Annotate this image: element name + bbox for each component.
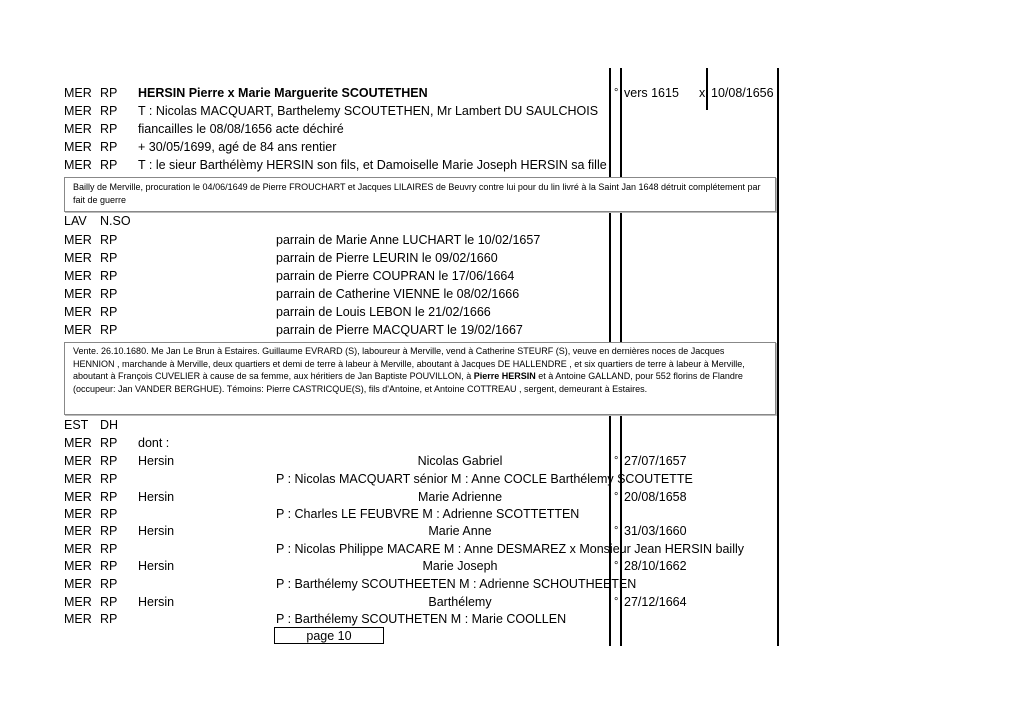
parish-code: MER xyxy=(64,104,92,118)
child-surname: Hersin xyxy=(138,559,175,573)
birth-symbol: ° xyxy=(614,596,619,608)
godfather-text: parrain de Pierre COUPRAN le 17/06/1664 xyxy=(276,269,515,283)
source-code: RP xyxy=(100,454,118,468)
godparents-row xyxy=(0,610,1024,628)
parish-code: MER xyxy=(64,612,92,626)
note-sale-deed xyxy=(64,342,776,415)
source-code: RP xyxy=(100,140,118,154)
parrain-row xyxy=(0,231,1024,249)
est-row xyxy=(0,416,1024,434)
godparents-text: P : Nicolas Philippe MACARE M : Anne DESMAREZ x Monsieur Jean HERSIN bailly xyxy=(276,542,744,556)
parish-code: MER xyxy=(64,436,92,450)
source-code: RP xyxy=(100,559,118,573)
parrain-row xyxy=(0,285,1024,303)
source-code: RP xyxy=(100,436,118,450)
birth-date: 28/10/1662 xyxy=(624,559,687,573)
child-row xyxy=(0,488,1024,506)
godfather-text: parrain de Catherine VIENNE le 08/02/1666 xyxy=(276,287,520,301)
child-row xyxy=(0,593,1024,611)
source-code: RP xyxy=(100,287,118,301)
parish-code: MER xyxy=(64,507,92,521)
parrain-row xyxy=(0,249,1024,267)
source-code: RP xyxy=(100,86,118,100)
header-row-3 xyxy=(0,138,1024,156)
source-code: RP xyxy=(100,269,118,283)
parish-code: MER xyxy=(64,122,92,136)
child-surname: Hersin xyxy=(138,454,175,468)
source-code: RP xyxy=(100,122,118,136)
parrain-row xyxy=(0,303,1024,321)
engagement-text: fiancailles le 08/08/1656 acte déchiré xyxy=(138,122,344,136)
parish-code: MER xyxy=(64,158,92,172)
godparents-row xyxy=(0,470,1024,488)
parish-code: LAV xyxy=(64,214,87,228)
parish-code: MER xyxy=(64,577,92,591)
child-surname: Hersin xyxy=(138,490,175,504)
birth-date: 27/07/1657 xyxy=(624,454,687,468)
godparents-text: P : Nicolas MACQUART sénior M : Anne COCLE Barthélemy SCOUTETTE xyxy=(276,472,693,486)
source-code: RP xyxy=(100,305,118,319)
birth-date: vers 1615 xyxy=(624,86,679,100)
godparents-text: P : Barthélemy SCOUTHEETEN M : Adrienne SCHOUTHEETEN xyxy=(276,577,637,591)
lav-row xyxy=(0,212,1024,230)
source-code: RP xyxy=(100,507,118,521)
header-row-1 xyxy=(0,102,1024,120)
source-code: RP xyxy=(100,233,118,247)
parish-code: MER xyxy=(64,559,92,573)
note-text: Vente. 26.10.1680. Me Jan Le Brun à Estaires. Guillaume EVRARD (S), laboureur à Merville, vend à Catherine STEURF (S), veuve en dernières noces de Jacques HENNION , marchande à Merville, deux quartiers et demi de terre à labeur à Merville, aboutant à Jacques DE HALLENDRE , et six quartiers de terre à labeur à Merville, aboutant à François CUVELIER à cause de sa femme, aux héritiers de Jan Baptiste POUVILLON, à xyxy=(73,346,745,381)
birth-date: 20/08/1658 xyxy=(624,490,687,504)
godparents-row xyxy=(0,575,1024,593)
death-witnesses-text: T : le sieur Barthélèmy HERSIN son fils, et Damoiselle Marie Joseph HERSIN sa fille xyxy=(138,158,607,172)
child-row xyxy=(0,522,1024,540)
source-code: RP xyxy=(100,158,118,172)
source-code: RP xyxy=(100,323,118,337)
source-code: RP xyxy=(100,251,118,265)
godparents-row xyxy=(0,505,1024,523)
source-code: RP xyxy=(100,104,118,118)
parrain-row xyxy=(0,267,1024,285)
source-code: RP xyxy=(100,612,118,626)
children-heading-row xyxy=(0,434,1024,452)
birth-symbol: ° xyxy=(614,560,619,572)
child-surname: Hersin xyxy=(138,524,175,538)
source-code: N.SO xyxy=(100,214,131,228)
child-firstname: Nicolas Gabriel xyxy=(417,454,503,468)
parish-code: MER xyxy=(64,595,92,609)
birth-symbol: ° xyxy=(614,525,619,537)
parish-code: MER xyxy=(64,323,92,337)
child-row xyxy=(0,452,1024,470)
note-bold-name: Pierre HERSIN xyxy=(473,371,536,381)
godfather-text: parrain de Marie Anne LUCHART le 10/02/1657 xyxy=(276,233,541,247)
godparents-text: P : Barthélemy SCOUTHETEN M : Marie COOLLEN xyxy=(276,612,567,626)
parish-code: MER xyxy=(64,542,92,556)
source-code: RP xyxy=(100,595,118,609)
source-code: RP xyxy=(100,524,118,538)
source-code: RP xyxy=(100,490,118,504)
note-text: et à Antoine GALLAND, pour 552 florins de Flandre (occupeur: Jan VANDER BERGHUE). Témoins: Pierre CASTRICQUE(S), fils d'Antoine, et Antoine COTTREAU , sergent, demeurant à Estaires. xyxy=(73,371,743,394)
header-row-2 xyxy=(0,120,1024,138)
page-number-box: page 10 xyxy=(274,627,384,644)
marriage-symbol: x xyxy=(699,86,706,100)
godfather-text: parrain de Pierre MACQUART le 19/02/1667 xyxy=(276,323,523,337)
witnesses-text: T : Nicolas MACQUART, Barthelemy SCOUTETHEN, Mr Lambert DU SAULCHOIS xyxy=(138,104,599,118)
godparents-row xyxy=(0,540,1024,558)
parish-code: MER xyxy=(64,86,92,100)
birth-date: 27/12/1664 xyxy=(624,595,687,609)
parish-code: MER xyxy=(64,305,92,319)
header-row-4 xyxy=(0,156,1024,174)
birth-symbol: ° xyxy=(614,455,619,467)
child-surname: Hersin xyxy=(138,595,175,609)
source-code: RP xyxy=(100,542,118,556)
parish-code: MER xyxy=(64,140,92,154)
parish-code: MER xyxy=(64,454,92,468)
header-row-0 xyxy=(0,84,1024,102)
godfather-text: parrain de Louis LEBON le 21/02/1666 xyxy=(276,305,491,319)
child-firstname: Marie Joseph xyxy=(422,559,498,573)
parrain-row xyxy=(0,321,1024,339)
death-text: + 30/05/1699, agé de 84 ans rentier xyxy=(138,140,337,154)
parish-code: MER xyxy=(64,490,92,504)
marriage-date: 10/08/1656 xyxy=(711,86,774,100)
parish-code: MER xyxy=(64,472,92,486)
parish-code: MER xyxy=(64,269,92,283)
child-row xyxy=(0,557,1024,575)
birth-symbol: ° xyxy=(614,87,619,99)
child-firstname: Marie Anne xyxy=(428,524,492,538)
parish-code: EST xyxy=(64,418,89,432)
source-code: RP xyxy=(100,577,118,591)
godparents-text: P : Charles LE FEUBVRE M : Adrienne SCOTTETTEN xyxy=(276,507,580,521)
children-heading: dont : xyxy=(138,436,170,450)
source-code: RP xyxy=(100,472,118,486)
parish-code: MER xyxy=(64,287,92,301)
godfather-text: parrain de Pierre LEURIN le 09/02/1660 xyxy=(276,251,498,265)
child-firstname: Barthélemy xyxy=(428,595,492,609)
birth-symbol: ° xyxy=(614,491,619,503)
parish-code: MER xyxy=(64,524,92,538)
note-procuration: Bailly de Merville, procuration le 04/06/1649 de Pierre FROUCHART et Jacques LILAIRES de Beuvry contre lui pour du lin livré à la Saint Jan 1648 détruit complétement par fait de guerre xyxy=(64,177,776,212)
couple-title: HERSIN Pierre x Marie Marguerite SCOUTETHEN xyxy=(138,86,428,100)
source-code: DH xyxy=(100,418,119,432)
parish-code: MER xyxy=(64,233,92,247)
child-firstname: Marie Adrienne xyxy=(417,490,503,504)
parish-code: MER xyxy=(64,251,92,265)
birth-date: 31/03/1660 xyxy=(624,524,687,538)
